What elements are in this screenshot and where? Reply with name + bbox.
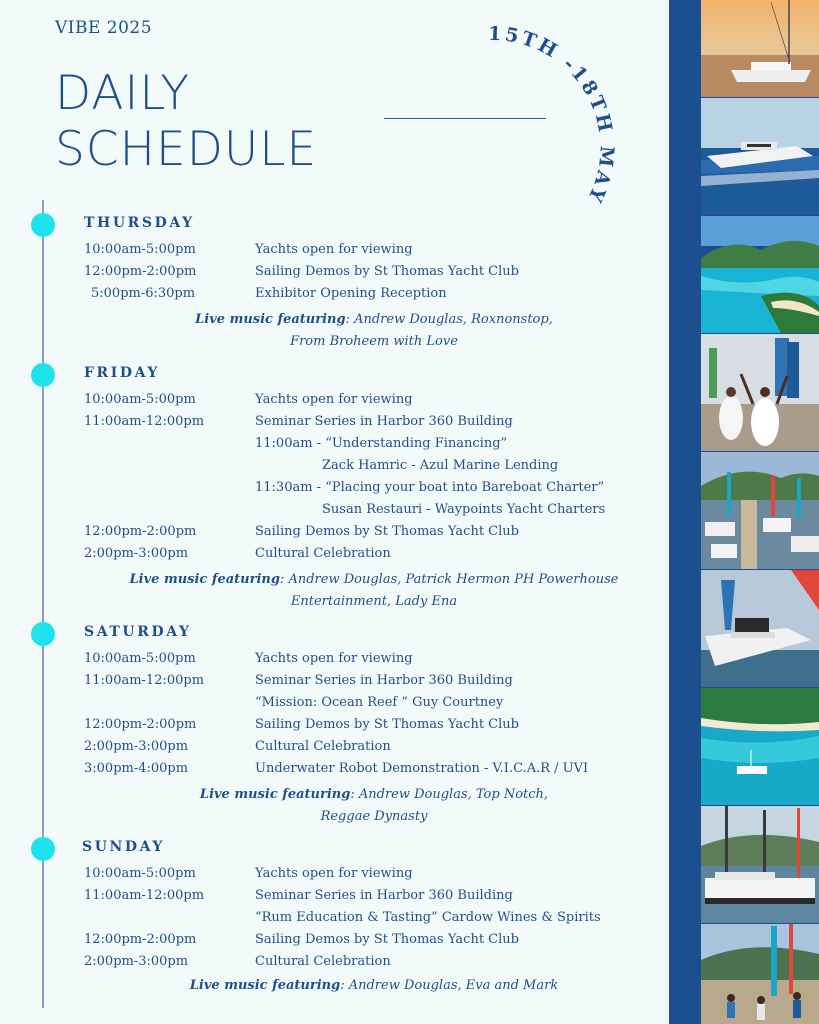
music-label-saturday: Live music featuring (199, 787, 351, 802)
brand-label: VIBE 2025 (55, 18, 153, 38)
day-heading-thursday: THURSDAY (84, 215, 195, 231)
music-label-sunday: Live music featuring (189, 978, 341, 993)
music-line1-saturday: : Andrew Douglas, Top Notch, (350, 787, 549, 802)
music-line2-saturday: Reggae Dynasty (320, 809, 428, 824)
time-friday-7: 12:00pm-2:00pm (84, 524, 197, 539)
time-friday-8: 2:00pm-3:00pm (84, 546, 189, 561)
music-line1-friday: : Andrew Douglas, Patrick Hermon PH Powerhouse (279, 572, 619, 587)
navy-stripe (669, 0, 701, 1024)
desc-thursday-3: Exhibitor Opening Reception (255, 286, 447, 301)
desc-thursday-2: Sailing Demos by St Thomas Yacht Club (255, 264, 519, 279)
desc-saturday-5: Cultural Celebration (255, 739, 391, 754)
photo-celebration (701, 334, 819, 451)
timeline-line (42, 200, 44, 1008)
desc-friday-6: Susan Restauri - Waypoints Yacht Charters (322, 502, 606, 517)
date-range-text: 15TH -18TH MAY (487, 22, 618, 208)
desc-friday-5: 11:30am - “Placing your boat into Bareboat Charter” (255, 480, 605, 495)
desc-friday-3: 11:00am - “Understanding Financing” (255, 436, 508, 451)
desc-saturday-2: Seminar Series in Harbor 360 Building (255, 673, 513, 688)
time-friday-2: 11:00am-12:00pm (84, 414, 205, 429)
music-sunday (84, 975, 664, 997)
desc-saturday-1: Yachts open for viewing (255, 651, 413, 666)
photo-catamarans-dock (701, 806, 819, 923)
desc-sunday-2: Seminar Series in Harbor 360 Building (255, 888, 513, 903)
time-saturday-6: 3:00pm-4:00pm (84, 761, 189, 776)
time-sunday-1: 10:00am-5:00pm (84, 866, 196, 881)
title-line-1: DAILY (55, 66, 191, 121)
day-heading-friday: FRIDAY (84, 365, 161, 381)
desc-friday-8: Cultural Celebration (255, 546, 391, 561)
time-sunday-2: 11:00am-12:00pm (84, 888, 205, 903)
time-saturday-1: 10:00am-5:00pm (84, 651, 196, 666)
time-sunday-4: 12:00pm-2:00pm (84, 932, 197, 947)
time-saturday-5: 2:00pm-3:00pm (84, 739, 189, 754)
desc-thursday-1: Yachts open for viewing (255, 242, 413, 257)
desc-saturday-6: Underwater Robot Demonstration - V.I.C.A.R / UVI (255, 761, 589, 776)
desc-friday-4: Zack Hamric - Azul Marine Lending (322, 458, 559, 473)
time-friday-1: 10:00am-5:00pm (84, 392, 196, 407)
music-saturday (84, 784, 664, 828)
desc-friday-7: Sailing Demos by St Thomas Yacht Club (255, 524, 519, 539)
photo-sunset-catamaran (701, 0, 819, 97)
timeline-dot-thursday (31, 213, 55, 237)
photo-aerial-reef (701, 688, 819, 805)
timeline-dot-sunday (31, 837, 55, 861)
time-thursday-3: 5:00pm-6:30pm (91, 286, 196, 301)
photo-marina-docks (701, 452, 819, 569)
music-line2-friday: Entertainment, Lady Ena (290, 594, 458, 609)
desc-sunday-1: Yachts open for viewing (255, 866, 413, 881)
music-label-thursday: Live music featuring (195, 312, 346, 327)
photo-motor-yacht (701, 98, 819, 215)
photo-turquoise-bay (701, 216, 819, 333)
photo-strip (701, 0, 819, 1024)
timeline-dot-friday (31, 363, 55, 387)
desc-friday-2: Seminar Series in Harbor 360 Building (255, 414, 513, 429)
photo-boats-flags (701, 570, 819, 687)
desc-saturday-3: “Mission: Ocean Reef ” Guy Courtney (255, 695, 504, 710)
music-friday (84, 569, 664, 613)
time-thursday-1: 10:00am-5:00pm (84, 242, 196, 257)
desc-friday-1: Yachts open for viewing (255, 392, 413, 407)
time-saturday-4: 12:00pm-2:00pm (84, 717, 197, 732)
page-title (55, 66, 317, 178)
svg-text:15TH -18TH MAY (488, 23, 618, 208)
music-line2-thursday: From Broheem with Love (290, 334, 458, 349)
photo-dock-crowd (701, 924, 819, 1024)
music-label-friday: Live music featuring (129, 572, 280, 587)
day-heading-sunday: SUNDAY (82, 839, 166, 855)
music-line1-thursday: : Andrew Douglas, Roxnonstop, (345, 312, 553, 327)
desc-sunday-5: Cultural Celebration (255, 954, 391, 969)
music-line1-sunday: : Andrew Douglas, Eva and Mark (340, 978, 559, 993)
timeline-dot-saturday (31, 622, 55, 646)
date-arc (470, 20, 640, 220)
desc-sunday-4: Sailing Demos by St Thomas Yacht Club (255, 932, 519, 947)
music-thursday (84, 309, 664, 353)
time-saturday-2: 11:00am-12:00pm (84, 673, 205, 688)
desc-saturday-4: Sailing Demos by St Thomas Yacht Club (255, 717, 519, 732)
title-line-2: SCHEDULE (55, 122, 318, 177)
time-sunday-5: 2:00pm-3:00pm (84, 954, 189, 969)
day-heading-saturday: SATURDAY (84, 624, 192, 640)
time-thursday-2: 12:00pm-2:00pm (84, 264, 197, 279)
desc-sunday-3: “Rum Education & Tasting” Cardow Wines & Spirits (255, 910, 601, 925)
